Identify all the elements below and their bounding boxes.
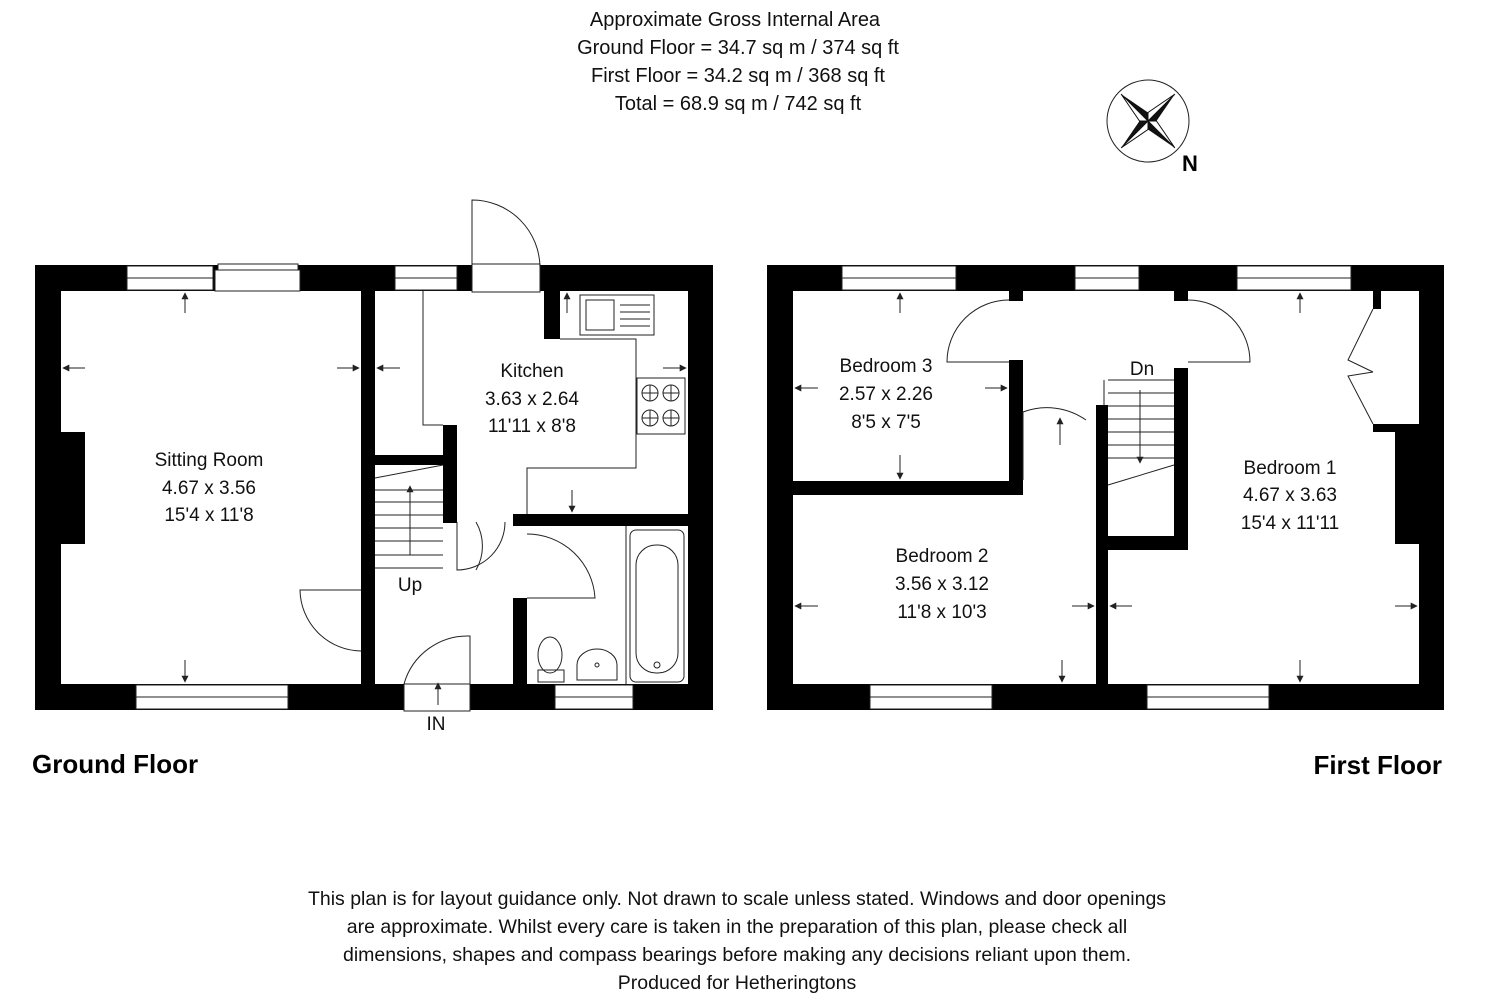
ff-wall-right — [1419, 265, 1444, 710]
area-first-floor: First Floor = 34.2 sq m / 368 sq ft — [590, 65, 886, 87]
disclaimer-line-3: dimensions, shapes and compass bearings before making any decisions reliant upon them. — [342, 944, 1132, 966]
gf-kitchen-nib — [544, 291, 560, 339]
area-summary — [577, 9, 899, 115]
disclaimer — [308, 888, 1166, 994]
area-ground-floor: Ground Floor = 34.7 sq m / 374 sq ft — [577, 37, 899, 59]
hob-icon — [637, 378, 685, 434]
ff-chimney-breast — [1395, 432, 1419, 544]
ff-wall-left — [767, 265, 793, 710]
toilet-icon — [538, 637, 564, 682]
room-label-sitting-room — [155, 450, 264, 526]
gf-wall-right — [688, 265, 713, 710]
svg-text:2.57 x 2.26: 2.57 x 2.26 — [838, 384, 934, 405]
gf-stairs-up-label: Up — [397, 575, 423, 596]
disclaimer-line-4: Produced for Hetheringtons — [617, 972, 857, 994]
room-label-bedroom-3 — [839, 356, 933, 433]
gf-sitting-wall — [361, 291, 375, 684]
svg-text:Bedroom 3: Bedroom 3 — [839, 356, 933, 377]
disclaimer-line-2: are approximate. Whilst every care is taken in the preparation of this plan, please check all — [346, 916, 1128, 938]
gf-stair-wall-top — [375, 455, 445, 465]
gf-entrance-label: IN — [426, 714, 446, 735]
svg-text:Kitchen: Kitchen — [500, 361, 564, 382]
room-label-kitchen — [485, 361, 579, 437]
basin-icon — [577, 649, 617, 680]
ff-stairs-down-label: Dn — [1129, 359, 1155, 380]
svg-text:Sitting Room: Sitting Room — [154, 450, 264, 471]
room-label-bedroom-1 — [1241, 458, 1339, 534]
svg-text:Bedroom 2: Bedroom 2 — [895, 546, 989, 567]
ff-stair-wall-left — [1096, 405, 1108, 684]
area-heading: Approximate Gross Internal Area — [589, 9, 881, 31]
disclaimer-line-1: This plan is for layout guidance only. Not drawn to scale unless stated. Windows and door openings — [307, 888, 1167, 910]
first-floor-plan — [767, 265, 1444, 710]
first-floor-title: First Floor — [1313, 750, 1442, 780]
svg-text:15'4 x 11'8: 15'4 x 11'8 — [164, 505, 254, 526]
ff-bed3-wall-right — [1009, 360, 1023, 495]
ff-bed1-wall-left — [1174, 368, 1188, 550]
svg-text:8'5 x 7'5: 8'5 x 7'5 — [851, 412, 921, 433]
ground-floor-plan — [35, 200, 713, 735]
svg-text:11'11 x 8'8: 11'11 x 8'8 — [488, 416, 576, 437]
ground-floor-title: Ground Floor — [32, 749, 199, 779]
svg-text:3.63 x 2.64: 3.63 x 2.64 — [484, 389, 580, 410]
svg-text:15'4 x 11'11: 15'4 x 11'11 — [1240, 513, 1340, 534]
bath-icon — [630, 530, 684, 682]
gf-stair-wall-right — [443, 425, 457, 523]
svg-text:3.56 x 3.12: 3.56 x 3.12 — [894, 574, 990, 595]
ff-wall-bottom — [767, 684, 1444, 710]
compass-north-label: N — [1182, 151, 1198, 176]
area-total: Total = 68.9 sq m / 742 sq ft — [614, 93, 862, 115]
gf-bath-wall-top — [513, 514, 688, 526]
gf-bath-wall-left — [513, 598, 527, 684]
svg-text:Bedroom 1: Bedroom 1 — [1243, 458, 1337, 479]
sink-icon — [580, 295, 654, 335]
svg-text:4.67 x 3.56: 4.67 x 3.56 — [161, 478, 257, 499]
gf-stairs — [375, 465, 443, 568]
gf-chimney-breast — [61, 432, 85, 544]
svg-text:11'8 x 10'3: 11'8 x 10'3 — [897, 602, 987, 623]
ff-bed3-wall-bottom — [793, 481, 1023, 495]
gf-patio-door — [218, 264, 298, 270]
room-label-bedroom-2 — [895, 546, 989, 623]
svg-text:4.67 x 3.63: 4.67 x 3.63 — [1242, 485, 1338, 506]
gf-wall-left — [35, 265, 61, 710]
ff-stairs — [1060, 380, 1174, 485]
